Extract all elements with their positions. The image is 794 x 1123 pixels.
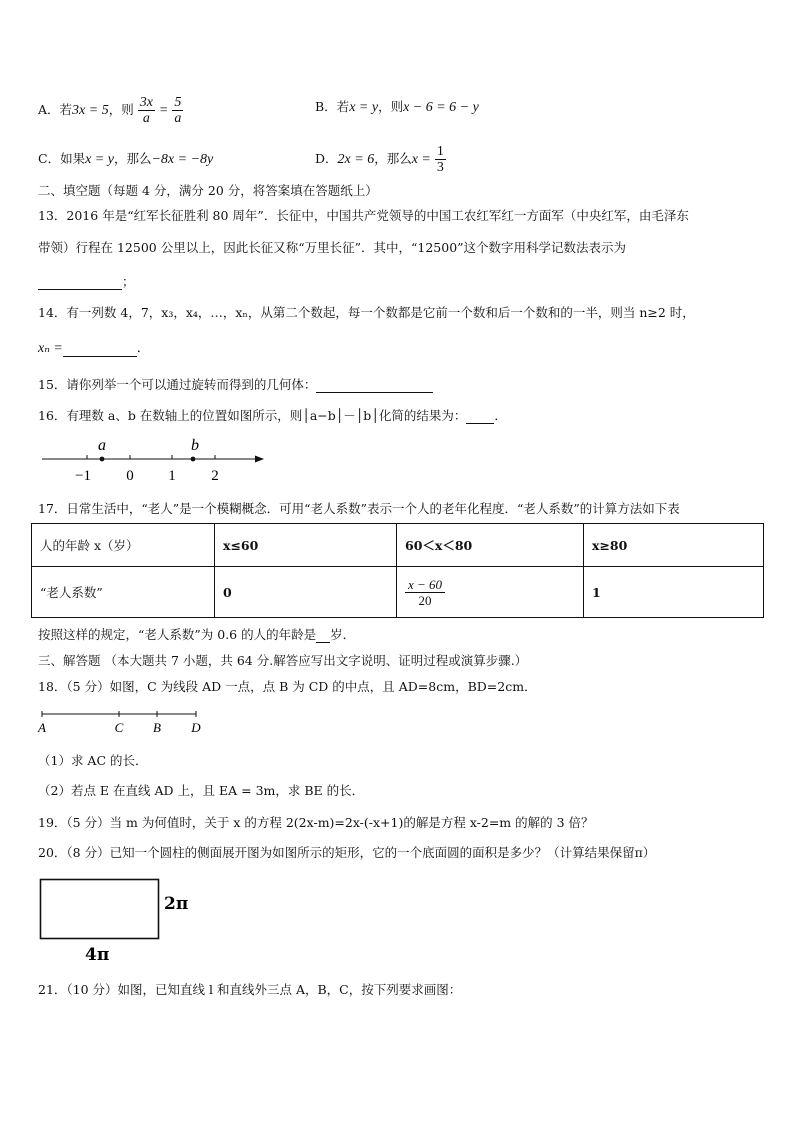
q17-text: 17．日常生活中，“老人”是一个模糊概念．可用“老人系数”表示一个人的老年化程度．“老人系数”的计算方法如下表 — [38, 501, 680, 516]
point-label: B — [153, 720, 161, 735]
section-fill-blank-title: 二、填空题（每题 4 分，满分 20 分，将答案填在答题纸上） — [38, 183, 378, 198]
point-a-dot — [100, 457, 105, 462]
q14-line1: 14．有一列数 4，7，x₃，x₄，…，xₙ，从第二个数起，每一个数都是它前一个数和后一个数和的一半，则当 n≥2 时， — [38, 305, 695, 320]
q18-part2: （2）若点 E 在直线 AD 上，且 EA = 3m，求 BE 的长． — [38, 783, 365, 798]
label-b: b — [191, 437, 199, 454]
fraction-5-over-a: $\frac{5}{a}$ — [174, 95, 182, 126]
answer-blank[interactable] — [38, 275, 122, 290]
table-cell: 0 — [215, 567, 397, 618]
table-cell — [397, 567, 584, 618]
q18-text: 18．（5 分）如图，C 为线段 AD 一点，点 B 为 CD 的中点，且 AD=8cm，BD=2cm． — [38, 679, 537, 694]
answer-blank[interactable] — [316, 378, 433, 393]
side-label: 2π — [164, 894, 189, 914]
old-age-coefficient-table — [31, 523, 764, 618]
tick-label: 1 — [168, 468, 176, 484]
table-cell: 1 — [584, 567, 764, 618]
q12-option-c: C．如果x = y，那么−8x = −8y — [38, 151, 214, 167]
answer-blank[interactable] — [316, 628, 330, 643]
segment-figure — [36, 708, 206, 738]
point-label: C — [114, 720, 124, 735]
bottom-label: 4π — [85, 945, 110, 965]
q15: 15．请你列举一个可以通过旋转而得到的几何体： — [38, 375, 433, 393]
table-cell: “老人系数” — [32, 567, 215, 618]
fraction-3x-over-a: $\frac{3x}{a}$ — [139, 95, 153, 126]
number-line-figure — [38, 432, 268, 486]
label-a: a — [98, 437, 106, 454]
tick-label: 2 — [211, 468, 219, 484]
table-header: 60＜x＜80 — [397, 524, 584, 567]
section-solve-title: 三、解答题 （本大题共 7 小题，共 64 分.解答应写出文字说明、证明过程或演算步骤.） — [38, 653, 528, 668]
point-label: A — [38, 720, 46, 735]
q13-answer: ； — [38, 272, 135, 290]
rectangle-figure — [38, 876, 208, 966]
point-label: D — [191, 720, 201, 735]
fraction-x-minus-60-over-20: $\frac{x - 60}{20}$ — [405, 577, 445, 608]
q14-answer: xₙ = ． — [38, 340, 150, 356]
table-header: x≥80 — [584, 524, 764, 567]
answer-blank[interactable] — [466, 409, 494, 424]
q12-option-b: B．若x = y，则x − 6 = 6 − y — [315, 99, 479, 115]
table-header: x≤60 — [215, 524, 397, 567]
answer-blank[interactable] — [63, 342, 137, 357]
tick-label: −1 — [75, 468, 91, 484]
table-header: 人的年龄 x（岁） — [32, 524, 215, 567]
q12-option-a: A．若3x = 5，则 $\frac{3x}{a}$ = $\frac{5}{a}$ — [38, 95, 182, 126]
q13-line1: 13．2016 年是“红军长征胜利 80 周年”．长征中，中国共产党领导的中国工农红军红一方面军（中央红军，由毛泽东 — [38, 208, 689, 223]
fraction-1-over-3: $\frac{1}{3}$ — [436, 144, 444, 175]
q16: 16．有理数 a、b 在数轴上的位置如图所示，则│a−b│－│b│化简的结果为： ． — [38, 408, 507, 423]
q20-text: 20．（8 分）已知一个圆柱的侧面展开图为如图所示的矩形，它的一个底面圆的面积是多少？（计算结果保留π） — [38, 845, 656, 860]
q12-option-d: D．2x = 6，那么x = $\frac{1}{3}$ — [315, 144, 444, 175]
tick-label: 0 — [126, 468, 134, 484]
q13-line2: 带领）行程在 12500 公里以上，因此长征又称“万里长征”．其中，“12500”这个数字用科学记数法表示为 — [38, 240, 627, 255]
q17-after: 按照这样的规定，“老人系数”为 0.6 的人的年龄是 岁． — [38, 627, 356, 642]
q19-text: 19．（5 分）当 m 为何值时，关于 x 的方程 2(2x-m)=2x-(-x+1)的解是方程 x-2=m 的解的 3 倍？ — [38, 815, 594, 830]
q21-text: 21．（10 分）如图，已知直线 l 和直线外三点 A，B，C，按下列要求画图： — [38, 982, 462, 997]
point-b-dot — [191, 457, 196, 462]
q18-part1: （1）求 AC 的长． — [38, 753, 148, 768]
